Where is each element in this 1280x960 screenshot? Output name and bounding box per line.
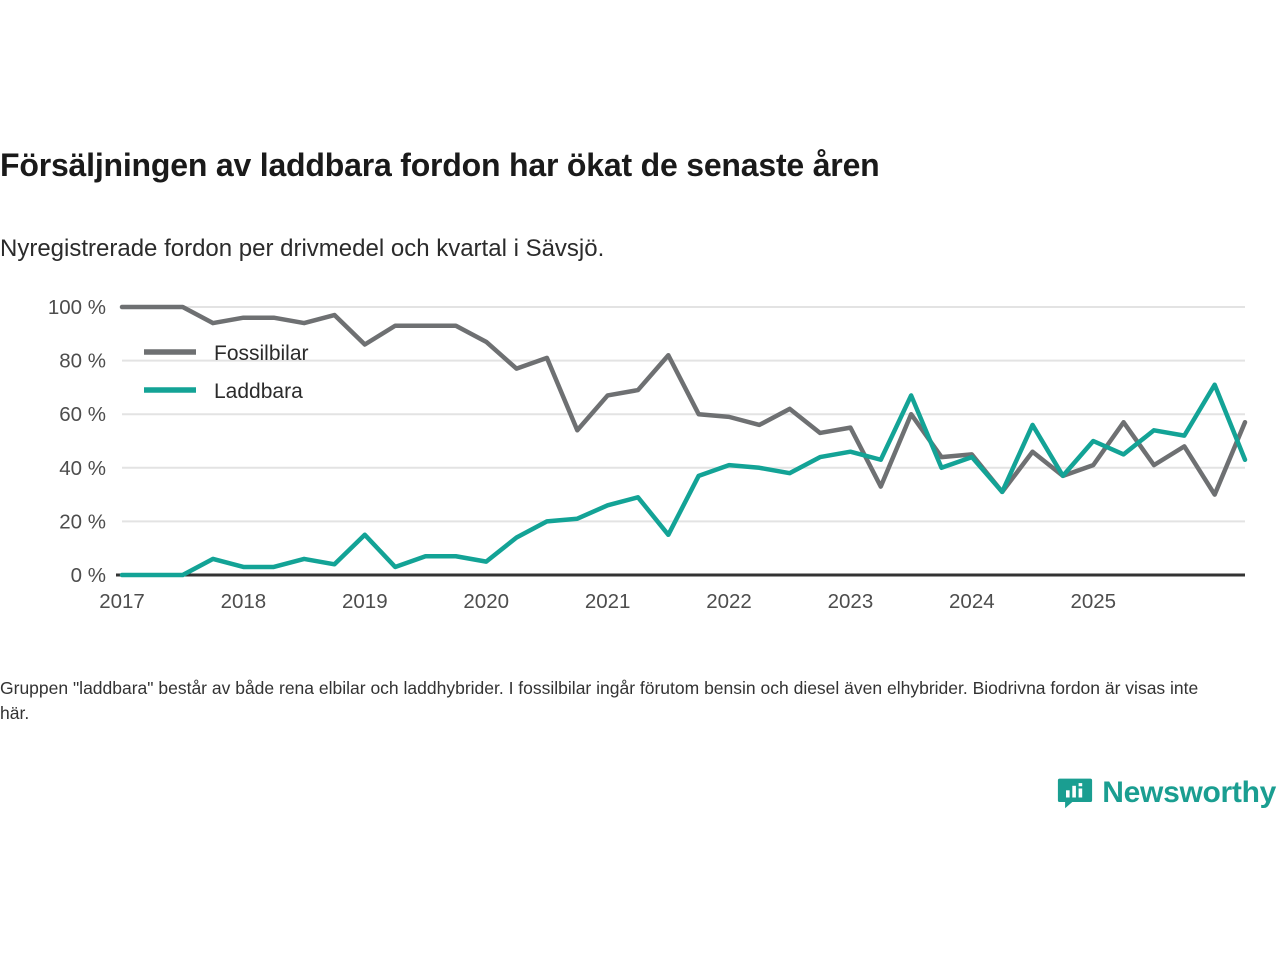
x-tick-label: 2021 <box>584 590 631 613</box>
y-tick-label: 100 % <box>47 296 106 319</box>
x-tick-label: 2025 <box>1070 590 1117 613</box>
y-tick-label: 60 % <box>59 403 106 427</box>
x-tick-label: 2024 <box>949 590 995 613</box>
x-tick-label: 2023 <box>827 590 874 613</box>
y-axis-tick-labels <box>48 296 106 587</box>
y-tick-label: 40 % <box>59 456 106 480</box>
x-tick-label: 2017 <box>99 590 145 613</box>
brand-logo-block <box>1057 775 1276 811</box>
x-tick-label: 2022 <box>706 590 752 613</box>
chart-legend <box>144 342 309 403</box>
x-axis-tick-labels <box>99 590 1116 613</box>
chart-footnote: Gruppen "laddbara" består av både rena elbilar och laddhybrider. I fossilbilar ingår förutom bensin och diesel även elhybrider. Biodrivna fordon är visas inte här. <box>0 678 1199 724</box>
brand-name: Newsworthy <box>1102 776 1276 809</box>
y-tick-label: 20 % <box>59 510 106 534</box>
x-tick-label: 2020 <box>463 590 510 613</box>
legend-label: Fossilbilar <box>214 342 309 365</box>
chart-plot-area <box>0 285 1280 625</box>
y-tick-label: 80 % <box>59 349 106 373</box>
chart-subtitle: Nyregistrerade fordon per drivmedel och kvartal i Sävsjö. <box>0 235 605 262</box>
page-title: Försäljningen av laddbara fordon har ökat de senaste åren <box>0 147 880 183</box>
line-chart <box>0 285 1280 625</box>
y-tick-label: 0 % <box>70 564 106 587</box>
bar-chart-speech-bubble-icon <box>1057 775 1093 811</box>
legend-label: Laddbara <box>214 380 303 403</box>
x-tick-label: 2019 <box>342 590 388 613</box>
x-tick-label: 2018 <box>220 590 267 613</box>
